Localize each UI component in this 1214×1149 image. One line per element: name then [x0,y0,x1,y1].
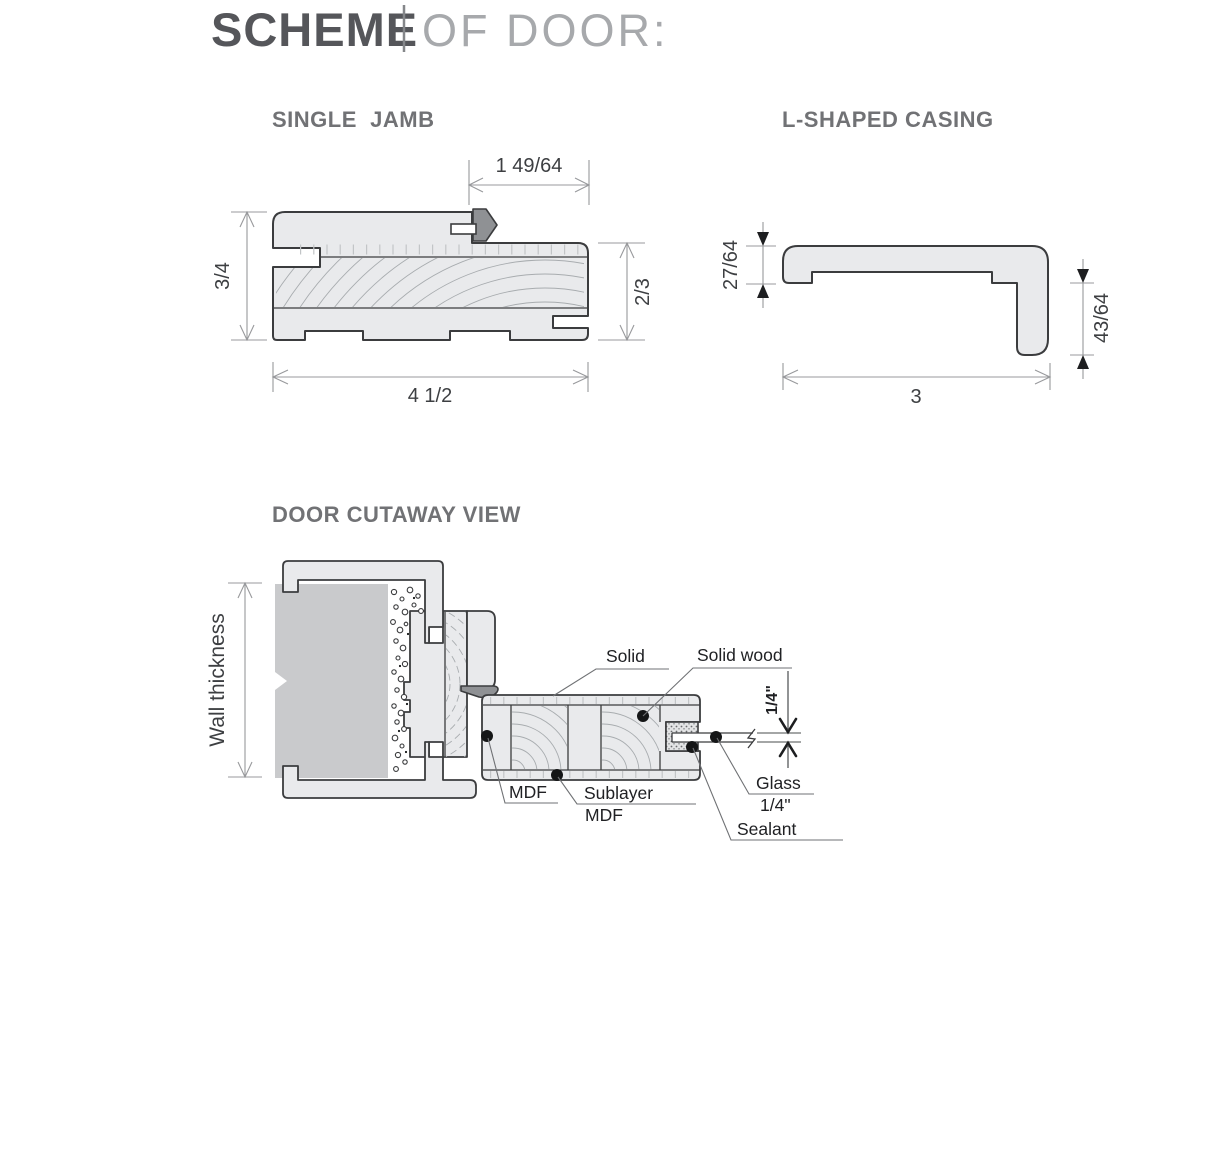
seal-slot [451,224,476,234]
dimension-top [469,155,589,205]
callout-dot-sealant [686,741,698,753]
jamb-profile-shape [273,212,588,340]
casing-profile-shape [783,246,1048,355]
cutaway-jamb-shape [404,611,467,757]
dimension-right [598,243,654,340]
label-sublayer-1: Sublayer [584,783,654,803]
dim-left-value: 3/4 [212,262,234,290]
label-sublayer-2: MDF [585,805,623,825]
single-jamb-heading: SINGLE JAMB [272,107,435,132]
dimension-casing-left [720,222,776,308]
dimension-wall-thickness [206,583,262,777]
label-sealant: Sealant [737,819,797,839]
label-glass-1: Glass [756,773,801,793]
door-stop-block [467,611,495,688]
callout-sublayer-mdf [558,777,696,825]
callout-solid [553,646,669,696]
label-solid: Solid [606,646,645,666]
dim-casing-left-value: 27/64 [720,239,742,291]
dimension-glass-gap [757,671,801,768]
title-primary: SCHEME [211,3,419,56]
wall-thickness-label: Wall thickness [206,613,229,747]
title-secondary: OF DOOR: [422,5,669,56]
dimension-bottom [273,362,588,407]
door-cutaway-diagram [206,502,843,856]
callout-dot-mdf [481,730,493,742]
l-shaped-casing-diagram [720,107,1113,408]
callout-dot-sublayer [551,769,563,781]
label-solid-wood: Solid wood [697,645,783,665]
dimension-casing-bottom [783,363,1050,408]
callout-dot-glass [710,731,722,743]
glass-break-symbol [748,729,755,748]
dimension-left [212,212,267,340]
dim-bottom-value: 4 1/2 [407,385,453,407]
dim-right-value: 2/3 [632,278,654,306]
page-title [211,3,669,56]
dimension-casing-right [1070,259,1113,379]
label-glass-2: 1/4" [760,795,791,815]
label-mdf: MDF [509,782,547,802]
callout-glass [717,738,814,815]
glass-gap-value: 1/4" [764,685,781,715]
l-casing-heading: L-SHAPED CASING [782,107,994,132]
wall-section [275,584,388,778]
dim-top-value: 1 49/64 [495,155,563,177]
dim-casing-bottom-value: 3 [910,386,922,408]
dim-casing-right-value: 43/64 [1091,292,1113,344]
cutaway-heading: DOOR CUTAWAY VIEW [272,502,521,527]
